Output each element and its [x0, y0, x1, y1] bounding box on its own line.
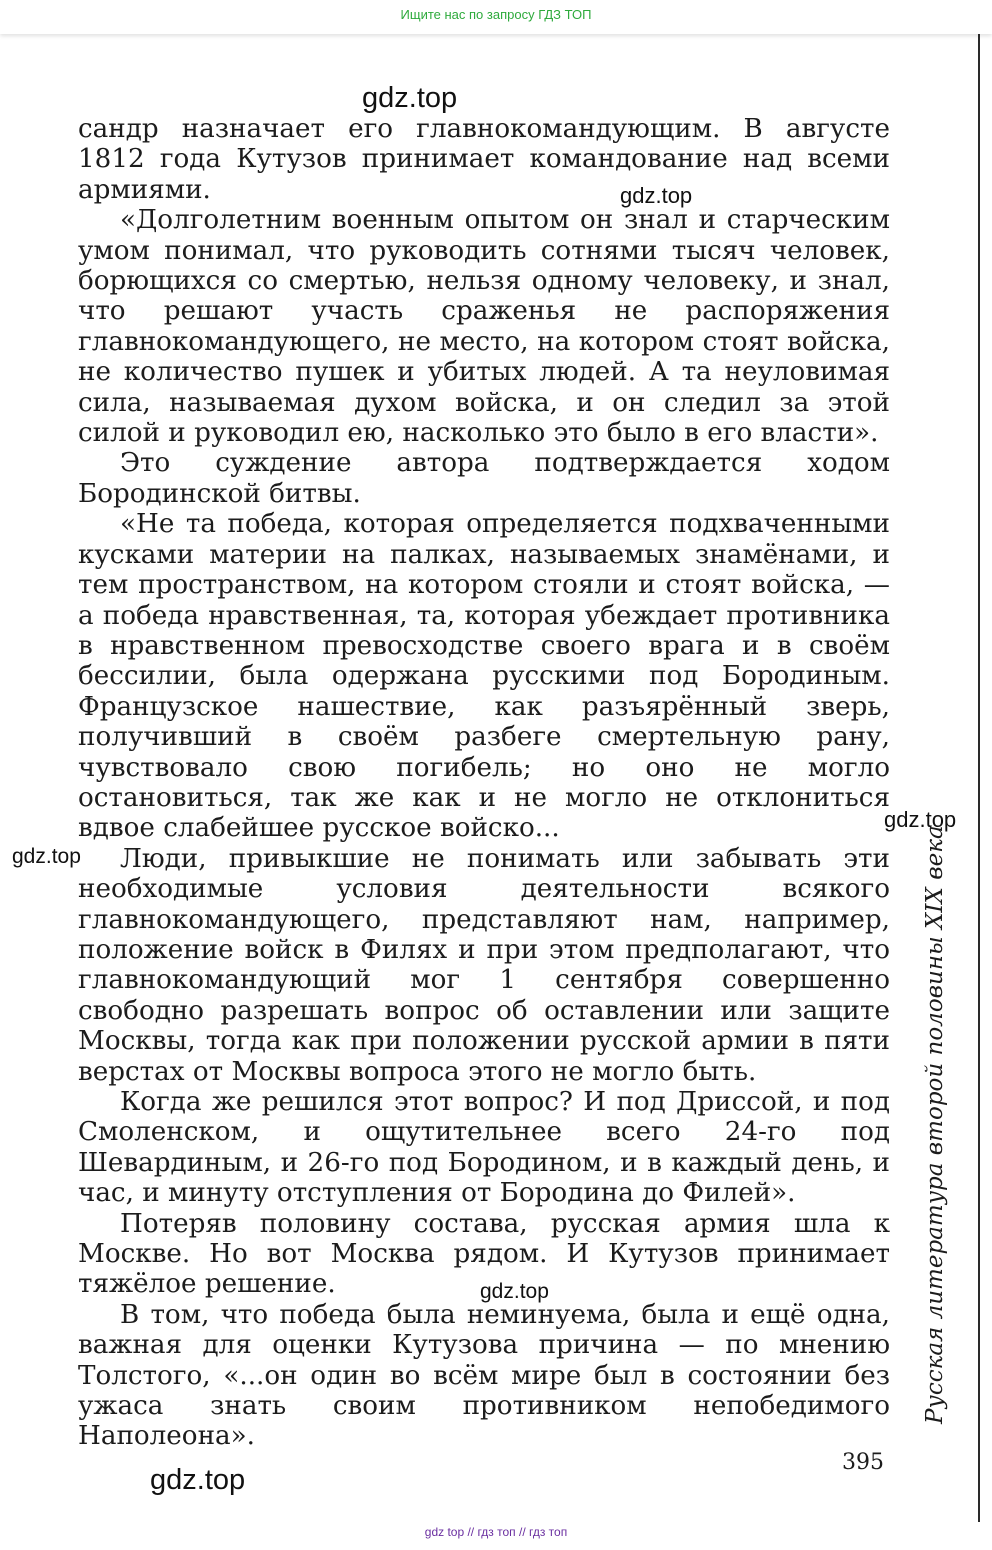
- paragraph: «Не та победа, которая определяется подхваченными кусками материи на палках, называемых знамёнами, и тем пространством, на котором стояли и стоят войска, — а победа нравственная, та, которая убеждает противника в нравственном превосходстве своего врага и в своём бессилии, была одержана русскими под Бородиным. Французское нашествие, как разъярённый зверь, получивший в своём разбеге смертельную рану, чувствовало свою погибель; но оно не могло остановиться, так же как и не могло не отклониться вдвое слабейшее русское войско...: [78, 509, 890, 844]
- paragraph: Потеряв половину состава, русская армия шла к Москве. Но вот Москва рядом. И Кутузов принимает тяжёлое решение.: [78, 1208, 890, 1300]
- top-banner: [0, 0, 992, 34]
- watermark: gdz.top: [362, 82, 458, 114]
- watermark: gdz.top: [480, 1280, 549, 1303]
- watermark: gdz.top: [884, 807, 957, 832]
- book-text: [78, 114, 890, 1452]
- watermark: gdz.top: [150, 1464, 246, 1496]
- page-edge-line: [978, 34, 980, 1522]
- page-number: 395: [842, 1450, 884, 1475]
- paragraph: В том, что победа была неминуема, была и ещё одна, важная для оценки Кутузова причина — по мнению Толстого, «...он один во всём мире был в состоянии без ужаса знать своим противником непобедимого Наполеона».: [78, 1299, 890, 1452]
- top-banner-text: Ищите нас по запросу ГДЗ ТОП: [400, 7, 592, 22]
- watermark: gdz.top: [620, 183, 693, 208]
- paragraph: сандр назначает его главнокомандующим. В августе 1812 года Кутузов принимает командование над всеми армиями.: [78, 114, 890, 205]
- paragraph: «Долголетним военным опытом он знал и старческим умом понимал, что руководить сотнями тысяч человек, борющихся со смертью, нельзя одному человеку, и знал, что решают участь сраженья не распоряжения главнокомандующего, не место, на котором стоят войска, не количество пушек и убитых людей. А та неуловимая сила, называемая духом войска, и он следил за этой силой и руководил ею, насколько это было в его власти».: [78, 205, 890, 449]
- section-side-title: Русская литература второй половины XIX века: [922, 825, 948, 1424]
- watermark: gdz.top: [12, 845, 81, 868]
- paragraph: Люди, привыкшие не понимать или забывать эти необходимые условия деятельности всякого главнокомандующего, представляют нам, например, положение войск в Филях и при этом предполагают, что главнокомандующий мог 1 сентября совершенно свободно разрешать вопрос об оставлении или защите Москвы, тогда как при положении русской армии в пяти верстах от Москвы вопроса этого не могло быть.: [78, 843, 890, 1087]
- bottom-links[interactable]: gdz top // гдз топ // гдз топ: [424, 1525, 568, 1539]
- paragraph: Это суждение автора подтверждается ходом Бородинской битвы.: [78, 448, 890, 509]
- paragraph: Когда же решился этот вопрос? И под Дриссой, и под Смоленском, и ощутительнее всего 24-го под Шевардиным, и 26-го под Бородином, и в каждый день, и час, и минуту отступления от Бородина до Филей».: [78, 1087, 890, 1209]
